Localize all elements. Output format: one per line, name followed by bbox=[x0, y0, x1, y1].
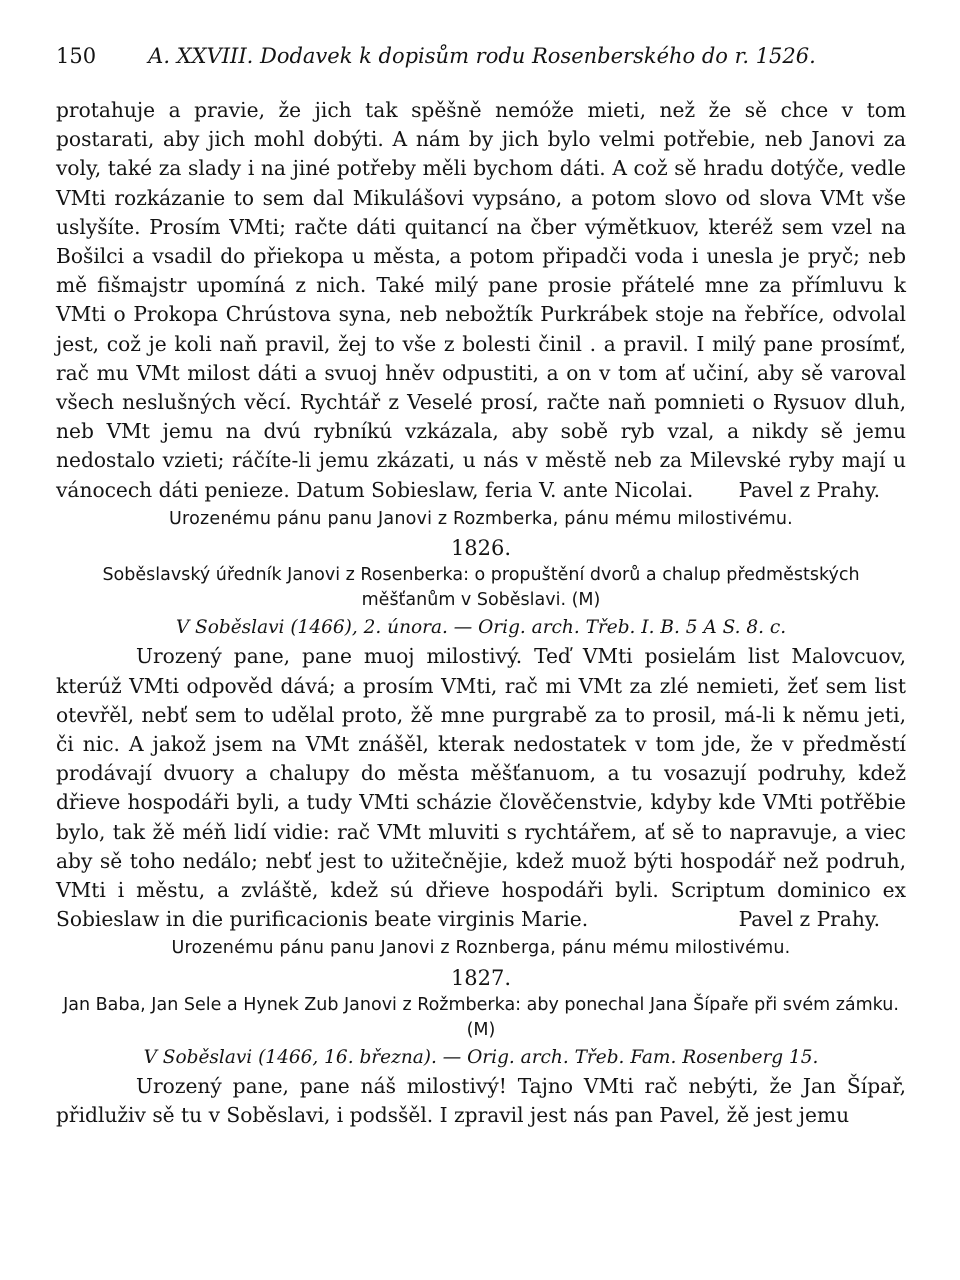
address-line: Urozenému pánu panu Janovi z Rozmberka, pánu mému milostivému. bbox=[169, 508, 793, 529]
letter-headline: Soběslavský úředník Janovi z Rosenberka: o propuštění dvorů a chalup předměstských měšťanům v Soběslavi. (M) bbox=[102, 565, 860, 611]
page-body bbox=[56, 96, 906, 1131]
page-number: 150 bbox=[56, 44, 97, 68]
signature: Pavel z Prahy. bbox=[738, 477, 880, 502]
page-header bbox=[56, 44, 908, 74]
letter-1826 bbox=[56, 534, 906, 964]
letter-text: Urozený pane, pane muoj milostivý. Teď VMti posielám list Malovcuov, kterúž VMti odpověd dává; a prosím VMti, rač mi VMt za zlé nemieti, žeť sem list otevřěl, nebť sem to udělal proto, žě mne purgrabě za to prosil, má-li k němu jeti, či nic. A jakož jsem na VMt znášěl, kterak nedostatek v tom jde, že v předměstí prodávají dvuory a chalupy do města měšťanuom, a tu vosazují podruhy, kdež dřieve hospodáři byli, a tudy VMti scházie člověčenstvie, kdyby kde VMti potřěbie bylo, tak žě méň lidí vidie: rač VMt mluviti s rychtářem, ať sě to napravuje, a viec aby sě toho nedálo; nebť jest to užitečnějie, kdež muož býti hospodář než podruh, VMti i městu, a zvláště, kdež sú dřieve hospodáři byli. Scriptum dominico ex Sobieslaw in die purificacionis beate virginis Marie. Pavel z Prahy. bbox=[56, 642, 906, 934]
letter-number: 1827. bbox=[450, 965, 512, 990]
letter-headline: Jan Baba, Jan Sele a Hynek Zub Janovi z Rožmberka: aby ponechal Jana Šípaře při svém zámku. (M) bbox=[63, 994, 899, 1040]
letter-number: 1826. bbox=[450, 536, 512, 561]
letter-text: protahuje a pravie, že jich tak spěšně nemóže mieti, než že sě chce v tom postarati, aby jich mohl dobýti. A nám by jich bylo velmi potřebie, neb Janovi za voly, také za slady i na jiné potřeby měli bychom dáti. A což sě hradu dotýče, vedle VMti rozkázanie to sem dal Mikulášovi vypsáno, a potom slovo od slova VMt vše uslyšíte. Prosím VMti; račte dáti quitancí na čber výmětkuov, kteréž sem vzel na Bošilci a vsadil do přiekopa u města, a potom připadči voda i unesla je pryč; neb mě fišmajstr upomíná z nich. Také milý pane prosie přátelé mne za přímluvu k VMti o Prokopa Chrústova syna, neb nebožtík Purkrábek stoje na řebříce, odvolal jest, což je koli naň pravil, žej to vše z bolesti činil . a pravil. I milý pane prosímť, rač mu VMt milost dáti a svuoj hněv odpustiti, a on v tom ať učiní, aby sě varoval všech neslušných věcí. Rychtář z Veselé prosí, račte naň pomnieti o Rysuov dluh, neb VMt jemu na dvú rybníkú vzkázala, aby sobě ryb vzal, a nikdy sě jemu nedostalo vzieti; ráčíte-li jemu zkázati, u nás v městě neb za Milevské ryby mají u vánocech dáti penieze. Datum Sobieslaw, feria V. ante Nicolai. Pavel z Prahy. bbox=[56, 96, 906, 505]
running-title: A. XXVIII. Dodavek k dopisům rodu Rosenberského do r. 1526. bbox=[148, 44, 816, 68]
address-line: Urozenému pánu panu Janovi z Roznberga, pánu mému milostivému. bbox=[171, 938, 791, 959]
signature: Pavel z Prahy. bbox=[738, 907, 880, 932]
letter-source: V Soběslavi (1466, 16. března). — Orig. arch. Třeb. Fam. Rosenberg 15. bbox=[143, 1046, 819, 1068]
letter-1827 bbox=[56, 964, 906, 1131]
letter-source: V Soběslavi (1466), 2. února. — Orig. arch. Třeb. I. B. 5 A S. 8. c. bbox=[175, 617, 787, 639]
continuation-letter bbox=[56, 96, 906, 534]
letter-text: Urozený pane, pane náš milostivý! Tajno VMti rač nebýti, že Jan Šípař, přidluživ sě tu v Soběslavi, i podsšěl. I zpravil jest nás pan Pavel, žě jest jemu bbox=[56, 1074, 906, 1128]
